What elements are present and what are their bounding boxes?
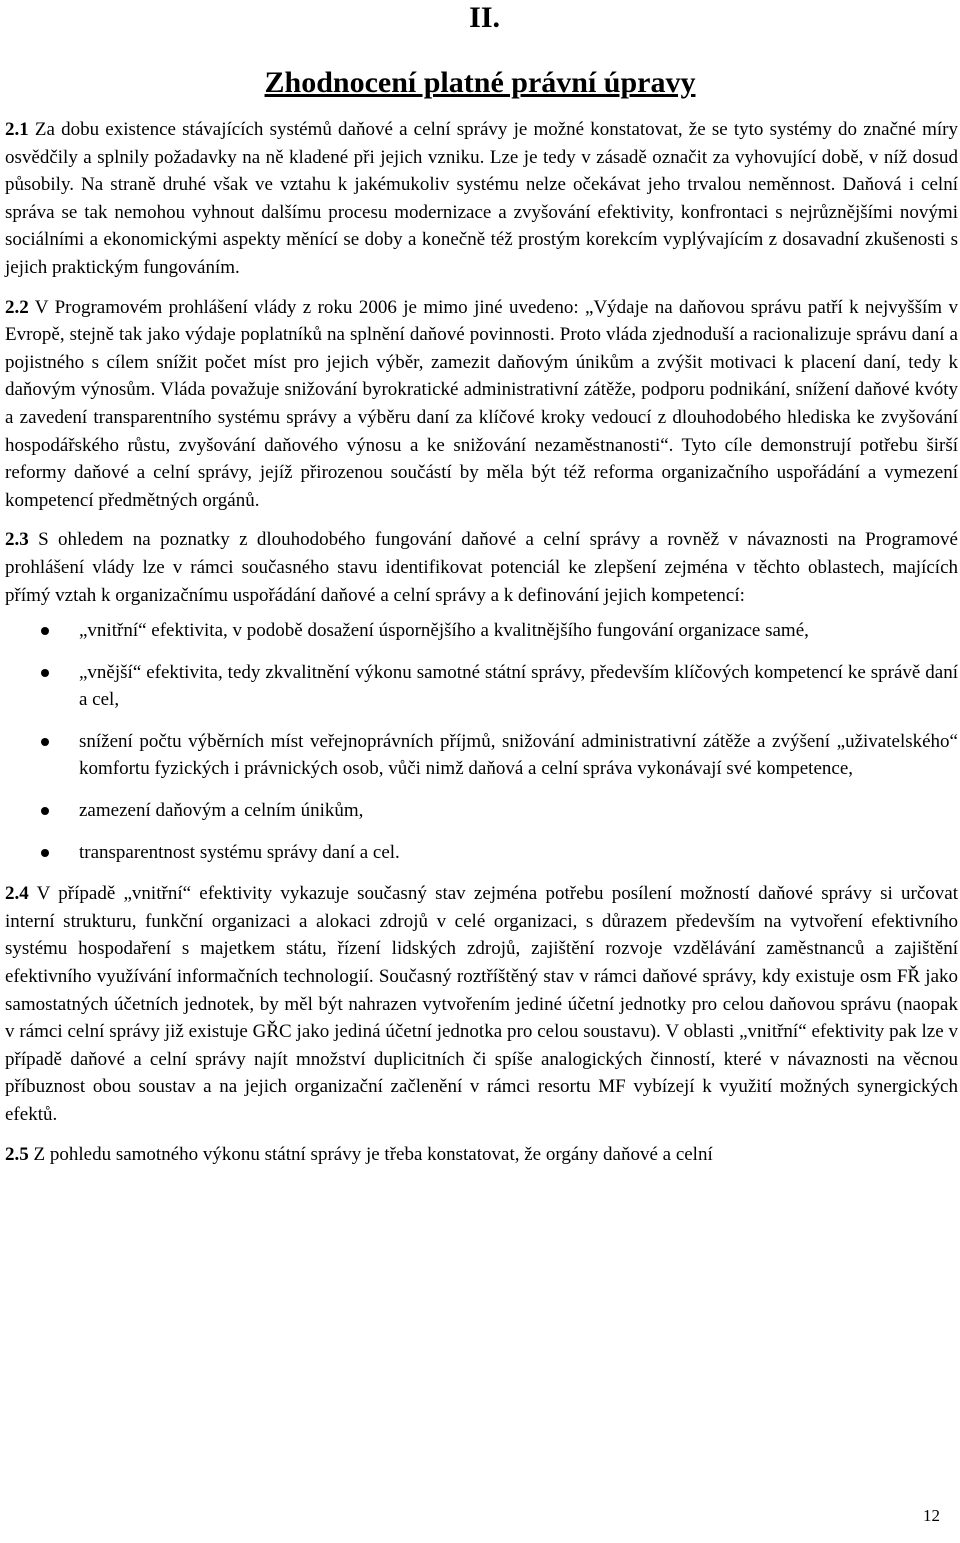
list-item-text: snížení počtu výběrních míst veřejnoprávních příjmů, snižování administrativní zátěže a zvýšení „uživatelského“ komfortu fyzických i právnických osob, vůči nimž daňová a celní správa vykonávají své kompetence, <box>79 730 958 780</box>
bullet-icon <box>41 807 49 815</box>
list-item <box>5 839 958 867</box>
paragraph-text: V Programovém prohlášení vlády z roku 2006 je mimo jiné uvedeno: „Výdaje na daňovou správu patří k nejvyšším v Evropě, stejně tak jako výdaje poplatníků na splnění daňové povinnosti. Proto vláda zjednoduší a racionalizuje správu daní a pojistného s cílem snížit počet míst pro jejich výběr, zamezit daňovým únikům a zvýšit motivaci k placení daní, tedy k daňovým výnosům. Vláda považuje snižování byrokratické administrativní zátěže, podporu podnikání, snížení daňové kvóty a zavedení transparentního systému správy a výběru daní za klíčové kroky vedoucí z dlouhodobého hlediska ke zvyšování hospodářského růstu, zvyšování daňového výnosu a ke snižování nezaměstnanosti“. Tyto cíle demonstrují potřebu širší reformy daňové a celní správy, jejíž přirozenou součástí by měla být též reforma organizačního uspořádání a vymezení kompetencí předmětných orgánů. <box>5 296 958 511</box>
section-number: 2.2 <box>5 296 29 318</box>
bullet-icon <box>41 627 49 635</box>
bullet-list <box>5 617 958 866</box>
section-number: 2.4 <box>5 883 29 905</box>
bullet-icon <box>41 669 49 677</box>
list-item-text: „vnější“ efektivita, tedy zkvalitnění výkonu samotné státní správy, především klíčových kompetencí ke správě daní a cel, <box>79 661 958 711</box>
paragraph-2-2 <box>5 294 958 515</box>
paragraph-text: S ohledem na poznatky z dlouhodobého fungování daňové a celní správy a rovněž v návaznosti na Programové prohlášení vlády lze v rámci současného stavu identifikovat potenciál ke zlepšení zejména v těchto oblastech, majících přímý vztah k organizačnímu uspořádání daňové a celní správy a k definování jejich kompetencí: <box>5 529 958 606</box>
paragraph-2-5 <box>5 1141 958 1169</box>
paragraph-2-3 <box>5 526 958 609</box>
page-number: 12 <box>923 1506 940 1525</box>
list-item-text: transparentnost systému správy daní a cel. <box>79 841 400 863</box>
list-item <box>5 728 958 783</box>
list-item-text: zamezení daňovým a celním únikům, <box>79 800 364 822</box>
list-item-text: „vnitřní“ efektivita, v podobě dosažení úspornějšího a kvalitnějšího fungování organizace samé, <box>79 620 809 642</box>
paragraph-2-1 <box>5 116 958 282</box>
paragraph-text: V případě „vnitřní“ efektivity vykazuje současný stav zejména potřebu posílení možností daňové správy si určovat interní strukturu, funkční organizaci a alokaci zdrojů v celé organizaci, s důrazem především na vytvoření efektivního systému hospodaření s majetkem státu, řízení lidských zdrojů, zajištění rozvoje vzdělávání zaměstnanců a zajištění efektivního využívání informačních technologií. Současný roztříštěný stav v rámci daňové správy, kdy existuje osm FŘ jako samostatných účetních jednotek, by měl být nahrazen vytvořením jediné účetní jednotky pro celou daňovou správu (naopak v rámci celní správy již existuje GŘC jako jediná účetní jednotka pro celou soustavu). V oblasti „vnitřní“ efektivity pak lze v případě daňové a celní správy najít množství duplicitních či spíše analogických činností, které v návaznosti na věcnou příbuznost obou soustav a na jejich organizační začlenění v rámci resortu MF vybízejí k využití možných synergických efektů. <box>5 883 958 1125</box>
paragraph-2-4 <box>5 880 958 1128</box>
section-number: 2.3 <box>5 529 29 551</box>
list-item <box>5 797 958 825</box>
section-number: 2.5 <box>5 1143 29 1165</box>
section-number: 2.1 <box>5 119 29 140</box>
list-item <box>5 617 958 645</box>
bullet-icon <box>41 849 49 857</box>
paragraph-text: Za dobu existence stávajících systémů daňové a celní správy je možné konstatovat, že se tyto systémy do značné míry osvědčily a splnily požadavky na ně kladené při jejich vzniku. Lze je tedy v zásadě označit za vyhovující době, v níž dosud působily. Na straně druhé však ve vztahu k jakémukoliv systému nelze očekávat jeho trvalou neměnnost. Daňová i celní správa se tak nemohou vyhnout dalšímu procesu modernizace a zvyšování efektivity, konfrontaci s nejrůznějšími novými sociálními a ekonomickými aspekty měnící se doby a konečně též prostým korekcím vyplývajícím z dosavadní zkušenosti s jejich praktickým fungováním. <box>5 119 958 278</box>
list-item <box>5 659 958 714</box>
bullet-icon <box>41 738 49 746</box>
chapter-number: II. <box>469 1 500 34</box>
page-title: Zhodnocení platné právní úpravy <box>264 66 696 99</box>
document-body <box>5 116 958 1180</box>
paragraph-text: Z pohledu samotného výkonu státní správy je třeba konstatovat, že orgány daňové a celní <box>28 1143 713 1165</box>
